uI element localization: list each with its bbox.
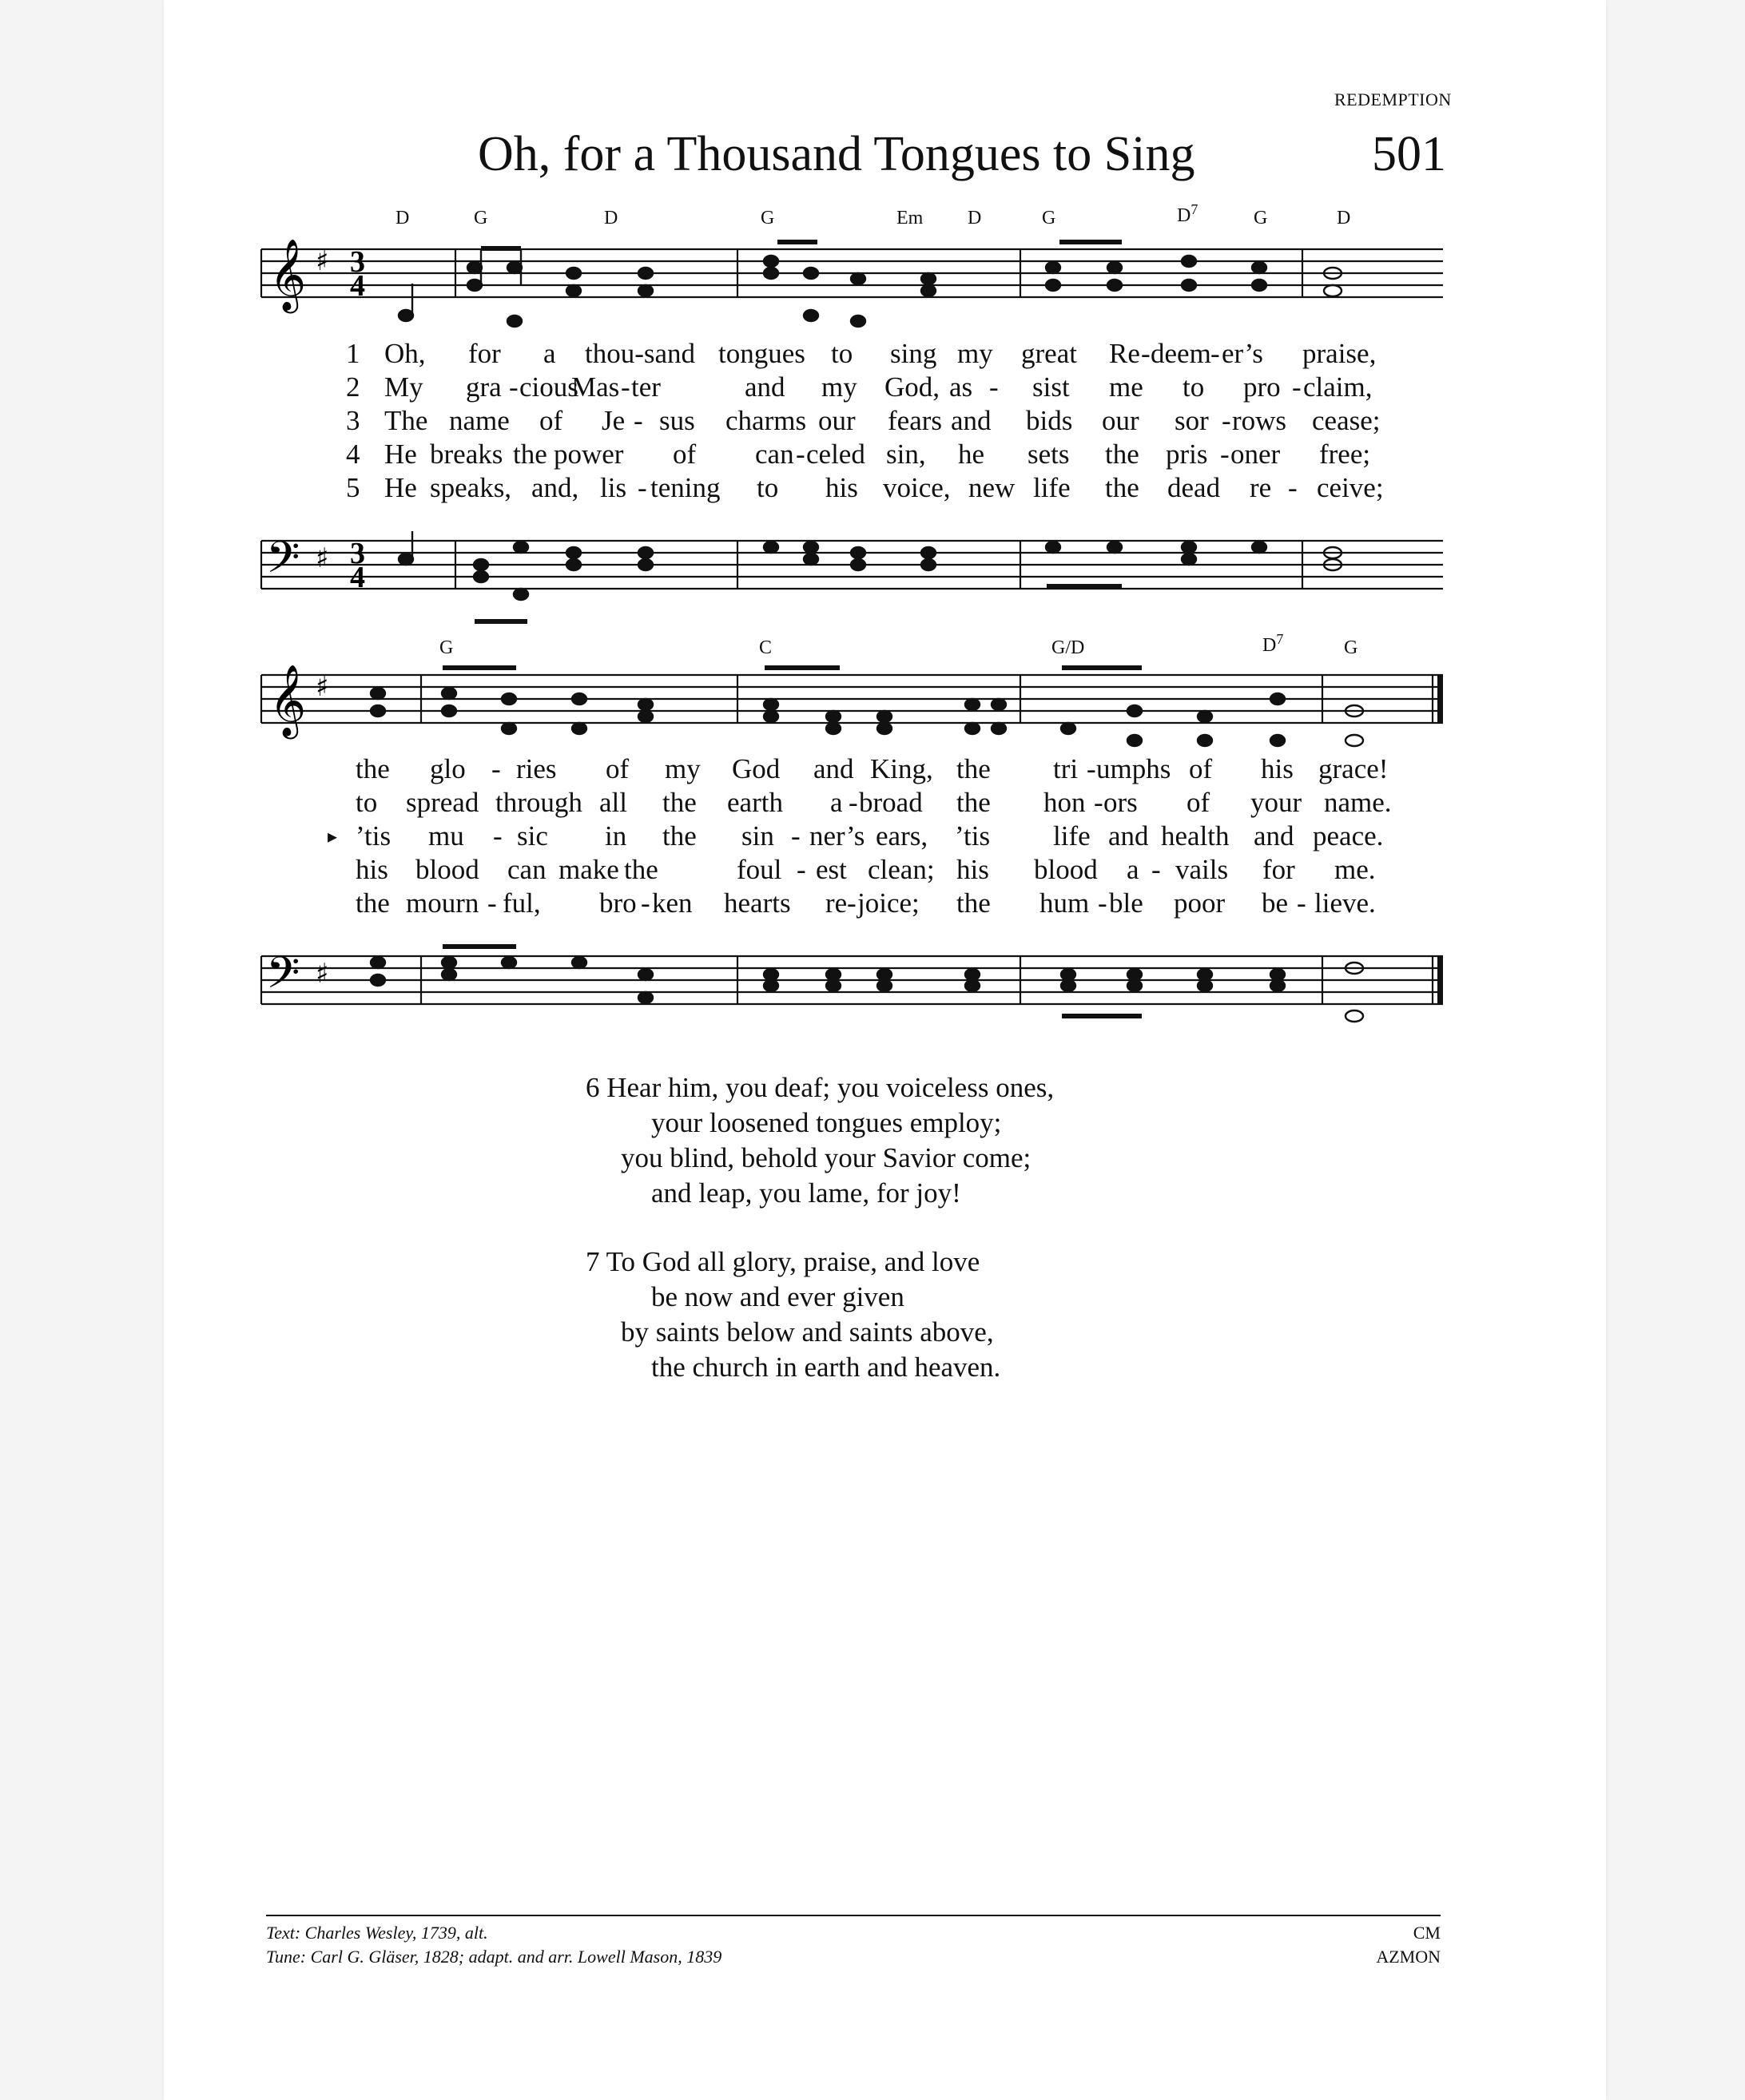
chord-symbol: Em: [896, 208, 924, 228]
lyric-syllable: earth: [727, 787, 783, 818]
chord-symbol: D: [604, 208, 618, 228]
lyric-syllable: of: [673, 439, 697, 470]
lyric-syllable: for: [1262, 854, 1295, 885]
stanza-line: 6 Hear him, you deaf; you voiceless ones,: [586, 1072, 1055, 1103]
bass-clef-icon: 𝄢: [266, 947, 300, 1009]
hymn-title: Oh, for a Thousand Tongues to Sing: [478, 127, 1195, 181]
lyric-syllable: to: [1183, 371, 1205, 403]
lyric-syllable: deem: [1151, 338, 1211, 369]
text-credit: Text: Charles Wesley, 1739, alt.: [266, 1923, 488, 1943]
lyric-syllable: a: [830, 787, 843, 818]
lyric-syllable: er’s: [1222, 338, 1263, 369]
hymnal-page: [164, 0, 1606, 2100]
treble-staff-1: [164, 240, 1606, 335]
lyric-syllable: -: [509, 371, 519, 403]
lyric-syllable: me: [1109, 371, 1143, 403]
lyric-syllable: -: [641, 887, 650, 919]
note-glyphs: [399, 240, 1342, 327]
lyric-syllable: your: [1250, 787, 1302, 818]
lyric-syllable: Je: [602, 405, 626, 436]
stanza-line: by saints below and saints above,: [621, 1316, 994, 1348]
lyric-syllable: -: [1141, 338, 1151, 369]
svg-text:3: 3: [350, 537, 365, 570]
lyric-syllable: -: [621, 371, 630, 403]
lyric-syllable: of: [606, 753, 630, 784]
lyric-syllable: ter: [631, 371, 661, 403]
lyric-syllable: est: [816, 854, 847, 885]
lyric-syllable: can: [507, 854, 547, 885]
lyric-syllable: -: [1087, 753, 1096, 784]
lyric-syllable: tri: [1053, 753, 1079, 784]
bass-staff-2: [164, 947, 1606, 1058]
lyric-syllable: our: [1102, 405, 1139, 436]
lyric-syllable: name: [449, 405, 510, 436]
lyric-syllable: my: [821, 371, 857, 403]
chord-symbol: $D^7$: [1177, 201, 1198, 226]
lyric-syllable: The: [384, 405, 428, 436]
lyric-syllable: a: [543, 338, 556, 369]
lyric-syllable: broad: [859, 787, 923, 818]
lyric-syllable: ’tis: [356, 820, 392, 852]
lyric-syllable: of: [1187, 787, 1210, 818]
lyric-syllable: power: [554, 439, 624, 470]
lyric-syllable: the: [356, 753, 390, 784]
svg-text:4: 4: [350, 269, 365, 303]
lyric-syllable: -: [847, 887, 857, 919]
lyric-syllable: sin,: [886, 439, 926, 470]
lyric-syllable: ’tis: [955, 820, 991, 852]
chord-symbol: G: [474, 208, 488, 228]
lyric-syllable: -: [1297, 887, 1306, 919]
lyric-syllable: clean;: [868, 854, 935, 885]
lyric-syllable: umphs: [1096, 753, 1171, 784]
lyric-syllable: charms: [725, 405, 807, 436]
stanza-line: and leap, you lame, for joy!: [651, 1177, 961, 1209]
verse-number: 3: [346, 405, 360, 436]
tune-name: AZMON: [1376, 1947, 1441, 1967]
svg-text:♯: ♯: [316, 542, 329, 574]
lyric-syllable: My: [384, 371, 423, 403]
lyric-syllable: hearts: [724, 887, 791, 919]
lyric-syllable: fears: [888, 405, 943, 436]
lyric-syllable: poor: [1174, 887, 1226, 919]
bass-staff-1: [164, 531, 1606, 643]
lyric-syllable: as: [949, 371, 973, 403]
lyric-syllable: -: [491, 753, 501, 784]
lyric-syllable: -: [1222, 405, 1231, 436]
lyric-syllable: the: [513, 439, 547, 470]
lyric-syllable: all: [599, 787, 627, 818]
lyric-syllable: pro: [1243, 371, 1281, 403]
lyric-syllable: make: [558, 854, 619, 885]
lyric-syllable: -: [1220, 439, 1230, 470]
lyric-syllable: and,: [531, 472, 579, 503]
lyric-syllable: He: [384, 472, 417, 503]
lyric-syllable: re: [825, 887, 848, 919]
lyric-syllable: can: [755, 439, 794, 470]
lyric-syllable: tongues: [718, 338, 805, 369]
stanza-number: 6: [586, 1072, 600, 1103]
verse-number: 4: [346, 439, 360, 470]
lyric-syllable: the: [956, 887, 991, 919]
lyric-syllable: sus: [659, 405, 695, 436]
lyric-syllable: the: [1105, 439, 1139, 470]
verse-number: 5: [346, 472, 360, 503]
lyric-syllable: to: [757, 472, 779, 503]
lyric-syllable: ceive;: [1317, 472, 1384, 503]
lyric-syllable: free;: [1319, 439, 1371, 470]
lyric-syllable: sets: [1028, 439, 1070, 470]
chord-symbol: D: [396, 208, 410, 228]
hymn-number: 501: [1372, 127, 1446, 181]
lyric-syllable: of: [1189, 753, 1213, 784]
lyric-syllable: voice,: [883, 472, 951, 503]
lyric-syllable: re: [1250, 472, 1272, 503]
lyric-syllable: he: [958, 439, 985, 470]
svg-text:♯: ♯: [316, 245, 329, 277]
note-glyphs: [371, 665, 1363, 746]
chord-symbol: $D^7$: [1262, 631, 1284, 656]
lyric-syllable: lis: [600, 472, 627, 503]
lyric-syllable: new: [968, 472, 1016, 503]
lyric-syllable: God,: [884, 371, 940, 403]
lyric-syllable: and: [1108, 820, 1149, 852]
lyric-syllable: be: [1262, 887, 1289, 919]
lyric-syllable: cious: [519, 371, 578, 403]
lyric-syllable: glo: [430, 753, 466, 784]
lyric-syllable: -: [797, 854, 806, 885]
lyric-syllable: celed: [806, 439, 865, 470]
lyric-syllable: the: [356, 887, 390, 919]
footer-rule: [266, 1915, 1441, 1916]
lyric-syllable: bids: [1026, 405, 1073, 436]
lyric-syllable: He: [384, 439, 417, 470]
lyric-syllable: his: [1261, 753, 1294, 784]
stanza-line: you blind, behold your Savior come;: [621, 1142, 1031, 1173]
lyric-syllable: ner’s: [809, 820, 865, 852]
svg-text:4: 4: [350, 561, 365, 594]
lyric-syllable: -: [989, 371, 999, 403]
lyric-syllable: my: [665, 753, 701, 784]
lyric-syllable: speaks,: [430, 472, 512, 503]
bass-clef-icon: 𝄢: [266, 532, 300, 593]
chord-symbol: G: [761, 208, 775, 228]
lyric-syllable: the: [624, 854, 658, 885]
chord-symbol: G: [1254, 208, 1268, 228]
verse-number: 1: [346, 338, 360, 369]
lyric-syllable: pris: [1166, 439, 1208, 470]
lyric-syllable: breaks: [430, 439, 503, 470]
lyric-syllable: foul: [737, 854, 782, 885]
lyric-syllable: mu: [428, 820, 464, 852]
lyric-syllable: cease;: [1312, 405, 1381, 436]
lyric-syllable: my: [957, 338, 993, 369]
chord-symbol: G/D: [1051, 637, 1085, 658]
stanza-6: [586, 1070, 1054, 1211]
lyric-syllable: ken: [652, 887, 693, 919]
lyric-syllable: Oh,: [384, 338, 426, 369]
lyric-syllable: our: [818, 405, 856, 436]
lyric-syllable: -: [487, 887, 497, 919]
lyric-syllable: rows: [1232, 405, 1287, 436]
lyric-syllable: to: [356, 787, 378, 818]
lyric-syllable: blood: [415, 854, 479, 885]
lyric-syllable: grace!: [1318, 753, 1389, 784]
chord-symbol: D: [968, 208, 982, 228]
lyric-syllable: bro: [599, 887, 637, 919]
lyric-syllable: -: [1292, 371, 1302, 403]
lyric-syllable: and: [951, 405, 992, 436]
stanza-line: the church in earth and heaven.: [651, 1352, 1001, 1383]
tune-credit: Tune: Carl G. Gläser, 1828; adapt. and arr. Lowell Mason, 1839: [266, 1947, 722, 1967]
lyric-syllable: claim,: [1303, 371, 1373, 403]
lyric-syllable: for: [468, 338, 501, 369]
meter: CM: [1413, 1923, 1441, 1943]
lyric-syllable: lieve.: [1314, 887, 1376, 919]
lyric-syllable: of: [539, 405, 563, 436]
lyric-syllable: and: [813, 753, 854, 784]
lyric-syllable: -: [1151, 854, 1161, 885]
verse-number: 2: [346, 371, 360, 403]
stanza-line: your loosened tongues employ;: [651, 1107, 1002, 1138]
lyric-syllable: -: [791, 820, 801, 852]
lyric-syllable: thou-sand: [585, 338, 696, 369]
lyric-syllable: and: [1254, 820, 1294, 852]
lyric-syllable: ors: [1103, 787, 1138, 818]
lyric-syllable: the: [956, 753, 991, 784]
meter-info: [1298, 1921, 1441, 1969]
lyric-syllable: Re: [1109, 338, 1140, 369]
lyric-syllable: in: [605, 820, 627, 852]
lyric-syllable: ears,: [876, 820, 928, 852]
lyric-syllable: -: [849, 787, 858, 818]
stanza-line: be now and ever given: [651, 1281, 904, 1312]
lyric-syllable: his: [956, 854, 989, 885]
chord-symbol: G: [439, 637, 454, 658]
lyric-syllable: sing: [890, 338, 937, 369]
chord-symbol: G: [1344, 637, 1358, 658]
lyric-syllable: joice;: [857, 887, 920, 919]
lyric-syllable: the: [662, 820, 697, 852]
lyric-syllable: the: [956, 787, 991, 818]
lyric-syllable: ries: [516, 753, 557, 784]
lyric-syllable: sist: [1032, 371, 1070, 403]
lyric-syllable: to: [831, 338, 853, 369]
lyric-syllable: -: [638, 472, 647, 503]
lyric-syllable: -: [796, 439, 805, 470]
chord-symbol: G: [1042, 208, 1056, 228]
lyric-syllable: hum: [1039, 887, 1090, 919]
lyric-syllable: life: [1053, 820, 1091, 852]
stanza-number: 7: [586, 1246, 600, 1277]
lyric-syllable: -: [1210, 338, 1220, 369]
lyric-syllable: health: [1161, 820, 1230, 852]
lyric-syllable: hon: [1043, 787, 1086, 818]
chord-symbol: D: [1337, 208, 1351, 228]
lyric-syllable: -: [1094, 787, 1103, 818]
lyric-syllable: his: [825, 472, 858, 503]
lyric-syllable: a: [1127, 854, 1139, 885]
lyric-syllable: ful,: [503, 887, 541, 919]
lyric-syllable: gra: [466, 371, 502, 403]
lyric-syllable: oner: [1230, 439, 1281, 470]
lyric-syllable: me.: [1334, 854, 1376, 885]
lyric-syllable: -: [1288, 472, 1298, 503]
lyric-syllable: name.: [1324, 787, 1392, 818]
lyric-syllable: vails: [1175, 854, 1229, 885]
lyric-syllable: -: [634, 405, 643, 436]
lyric-syllable: sic: [517, 820, 548, 852]
lyric-syllable: peace.: [1313, 820, 1384, 852]
lyric-syllable: God: [732, 753, 781, 784]
lyric-syllable: through: [495, 787, 582, 818]
lyric-syllable: ble: [1109, 887, 1143, 919]
treble-clef-icon: 𝄞: [269, 665, 307, 736]
lyric-syllable: great: [1021, 338, 1077, 369]
credits: [266, 1921, 721, 1969]
section-heading: REDEMPTION: [1334, 89, 1452, 109]
chord-symbol: C: [759, 637, 773, 658]
treble-clef-icon: 𝄞: [269, 239, 307, 311]
stanza-line: 7 To God all glory, praise, and love: [586, 1246, 980, 1277]
svg-text:♯: ♯: [316, 958, 329, 990]
lyric-syllable: tening: [650, 472, 721, 503]
lyric-syllable: -: [493, 820, 503, 852]
svg-text:♯: ♯: [316, 671, 329, 703]
lyric-syllable: the: [662, 787, 697, 818]
lyric-syllable: sor: [1175, 405, 1209, 436]
lyric-syllable: the: [1105, 472, 1139, 503]
lyric-syllable: dead: [1167, 472, 1221, 503]
stanza-7: [586, 1245, 1000, 1385]
lyric-syllable: blood: [1034, 854, 1098, 885]
lyric-syllable: praise,: [1302, 338, 1377, 369]
lyric-syllable: King,: [870, 753, 933, 784]
lyric-syllable: life: [1033, 472, 1071, 503]
lyric-syllable: his: [356, 854, 388, 885]
lyric-syllable: mourn: [406, 887, 479, 919]
lyric-syllable: sin: [741, 820, 774, 852]
lyric-syllable: spread: [406, 787, 479, 818]
lyric-syllable: and: [745, 371, 785, 403]
lyric-syllable: -: [1098, 887, 1107, 919]
refrain-marker-icon: ▸: [328, 827, 338, 848]
svg-text:3: 3: [350, 245, 365, 279]
lyric-syllable: Mas: [571, 371, 620, 403]
